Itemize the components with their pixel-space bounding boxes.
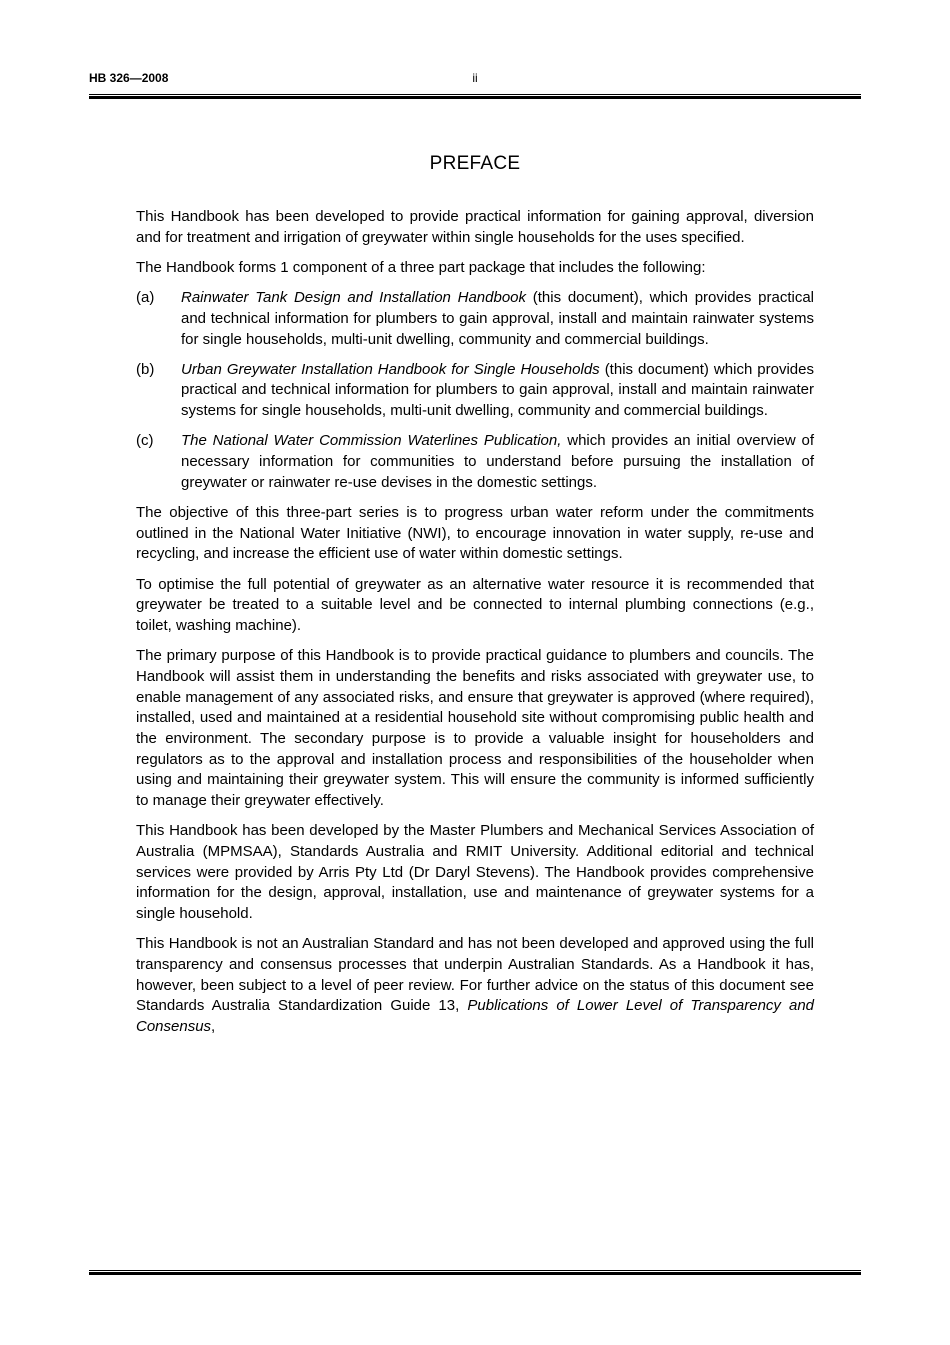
page-number: ii <box>472 71 478 85</box>
list-item-a <box>136 288 814 350</box>
list-item-text: which provides an initial overview of necessary information for communities to understand before pursuing the installation of greywater or rainwater re-use devises in the domestic settings. <box>181 432 814 491</box>
list-item-title: The National Water Commission Waterlines Publication, <box>181 432 562 450</box>
preface-body <box>136 207 814 1047</box>
list-item-b <box>136 360 814 422</box>
guide-title: Publications of Lower Level of Transparency and Consensus <box>136 997 815 1036</box>
paragraph-7 <box>136 934 814 1038</box>
paragraph-1: This Handbook has been developed to provide practical information for gaining approval, diversion and for treatment and irrigation of greywater within single households for the uses specified. <box>136 208 814 246</box>
paragraph-2: The Handbook forms 1 component of a three part package that includes the following: <box>136 258 706 276</box>
paragraph-5: The primary purpose of this Handbook is to provide practical guidance to plumbers and councils. The Handbook will assist them in understanding the benefits and risks associated with greywater use, to enable management of any associated risks, and ensure that greywater is approved (where required), installed, used and maintained at a residential household site without compromising public health and the environment. The secondary purpose is to provide a valuable insight for householders and regulators as to the approval and installation process and responsibilities of the householder when using and maintaining their greywater system. This will ensure the community is informed sufficiently to manage their greywater effectively. <box>136 647 814 810</box>
paragraph-4: To optimise the full potential of greywater as an alternative water resource it is recommended that greywater be treated to a suitable level and be connected to internal plumbing connections (e.g., toilet, washing machine). <box>136 575 814 634</box>
list-item-text: (this document), which provides practical and technical information for plumbers to gain approval, install and maintain rainwater systems for single households, multi-unit dwelling, community and commercial buildings. <box>181 289 814 348</box>
list-item-title: Rainwater Tank Design and Installation Handbook <box>181 289 527 307</box>
header-rule <box>89 94 861 100</box>
page-header <box>89 71 861 91</box>
paragraph-3: The objective of this three-part series is to progress urban water reform under the commitments outlined in the National Water Initiative (NWI), to encourage innovation in water supply, re-use and recycling, and increase the efficient use of water within domestic settings. <box>136 503 814 563</box>
list-item-label: (b) <box>136 360 155 378</box>
paragraph-7-end: , <box>211 1018 216 1036</box>
list-item-label: (c) <box>136 432 154 450</box>
list-item-text: (this document) which provides practical and technical information for plumbers to gain approval, install and maintain rainwater systems for single households, multi-unit dwelling, community and commercial buildings. <box>181 360 814 420</box>
document-code: HB 326—2008 <box>89 71 169 85</box>
list-item-label: (a) <box>136 289 155 307</box>
page-title: PREFACE <box>429 153 521 174</box>
footer-rule <box>89 1270 861 1276</box>
paragraph-6: This Handbook has been developed by the Master Plumbers and Mechanical Services Association of Australia (MPMSAA), Standards Australia and RMIT University. Additional editorial and technical services were provided by Arris Pty Ltd (Dr Daryl Stevens). The Handbook provides comprehensive information for the design, approval, installation, use and maintenance of greywater systems for a single household. <box>136 822 814 923</box>
list-item-c <box>136 431 814 493</box>
list-item-title: Urban Greywater Installation Handbook for Single Households <box>181 360 600 378</box>
paragraph-7-text: This Handbook is not an Australian Standard and has not been developed and approved using the full transparency and consensus processes that underpin Australian Standards. As a Handbook it has, however, been subject to a level of peer review. For further advice on the status of this document see Standards Australia Standardization Guide 13, <box>136 935 814 1015</box>
